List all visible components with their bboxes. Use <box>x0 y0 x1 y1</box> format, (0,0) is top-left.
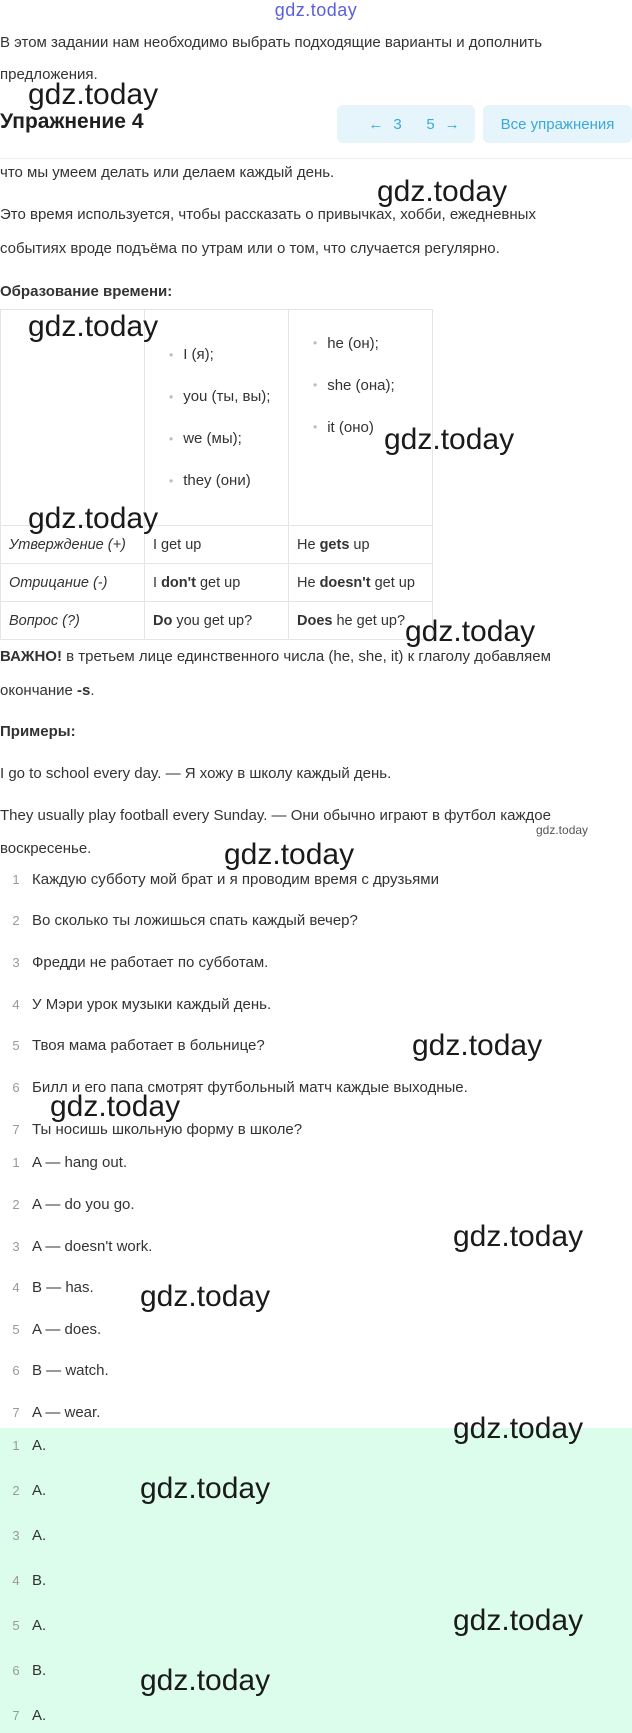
examples-heading: Примеры: <box>0 723 76 740</box>
watermark: gdz.today <box>28 78 159 111</box>
arrow-left-icon: ← <box>368 115 384 133</box>
answer-item: 5 A — does. <box>12 1320 102 1338</box>
table-row <box>1 602 433 640</box>
important-label: ВАЖНО! <box>0 648 62 665</box>
watermark: gdz.today <box>28 310 159 343</box>
final-answer-item: 3 A. <box>12 1526 47 1544</box>
formation-table <box>0 309 433 640</box>
prev-exercise-label: 3 <box>393 115 402 133</box>
sentence-item: 3 Фредди не работает по субботам. <box>12 953 269 971</box>
header-divider <box>0 158 632 159</box>
site-logo[interactable]: gdz.today <box>274 0 358 20</box>
important-note-line-1: ВАЖНО! в третьем лице единственного числа (he, she, it) к глаголу добавляем <box>0 648 551 665</box>
next-exercise-label: 5 <box>426 115 435 133</box>
answer-block <box>0 1428 632 1733</box>
pronoun-item: • I (я); <box>169 334 280 376</box>
sentence-item: 7 Ты носишь школьную форму в школе? <box>12 1120 303 1138</box>
watermark: gdz.today <box>140 1280 271 1313</box>
watermark: gdz.today <box>453 1412 584 1445</box>
watermark-small: gdz.today <box>536 823 589 837</box>
watermark: gdz.today <box>140 1472 271 1505</box>
answer-item: 6 B — watch. <box>12 1361 109 1379</box>
pronoun-item: • he (он); <box>313 322 424 364</box>
page-title: Упражнение 4 <box>0 110 144 133</box>
third-form-cell: He doesn't get up <box>289 564 433 602</box>
theory-line-3: событиях вроде подъёма по утрам или о том, что случается регулярно. <box>0 240 500 257</box>
answer-item: 4 B — has. <box>12 1278 94 1296</box>
watermark: gdz.today <box>140 1664 271 1697</box>
example-1: I go to school every day. — Я хожу в школу каждый день. <box>0 765 392 782</box>
sentence-item: 2 Во сколько ты ложишься спать каждый вечер? <box>12 911 358 929</box>
theory-line-2: Это время используется, чтобы рассказать о привычках, хобби, ежедневных <box>0 206 536 223</box>
arrow-right-icon: → <box>444 115 460 133</box>
table-row <box>1 564 433 602</box>
watermark: gdz.today <box>405 615 536 648</box>
pronoun-item: • they (они) <box>169 460 280 502</box>
third-form-cell: Does he get up? <box>289 602 433 640</box>
watermark: gdz.today <box>453 1220 584 1253</box>
example-2-line-1: They usually play football every Sunday. — Они обычно играют в футбол каждое <box>0 807 551 824</box>
final-answer-item: 5 A. <box>12 1616 47 1634</box>
answer-item: 1 A — hang out. <box>12 1153 128 1171</box>
final-answer-item: 2 A. <box>12 1481 47 1499</box>
intro-line-2: предложения. <box>0 66 98 83</box>
pronouns-plain-list <box>153 334 280 502</box>
final-answer-item: 1 A. <box>12 1436 47 1454</box>
sentence-item: 5 Твоя мама работает в больнице? <box>12 1036 265 1054</box>
watermark: gdz.today <box>412 1029 543 1062</box>
next-exercise-button[interactable] <box>411 105 475 143</box>
formation-heading: Образование времени: <box>0 283 173 300</box>
watermark: gdz.today <box>384 423 515 456</box>
sentence-item: 6 Билл и его папа смотрят футбольный матч каждые выходные. <box>12 1078 468 1096</box>
all-exercises-button[interactable]: Все упражнения <box>483 105 632 143</box>
example-2-line-2: воскресенье. <box>0 840 92 857</box>
final-answer-item: 4 B. <box>12 1571 47 1589</box>
important-note-line-2: окончание -s. <box>0 682 95 699</box>
plain-form-cell: I don't get up <box>145 564 289 602</box>
watermark: gdz.today <box>50 1090 181 1123</box>
intro-line-1: В этом задании нам необходимо выбрать подходящие варианты и дополнить <box>0 34 543 51</box>
watermark: gdz.today <box>453 1604 584 1637</box>
answer-item: 3 A — doesn't work. <box>12 1237 153 1255</box>
answer-item: 7 A — wear. <box>12 1403 101 1421</box>
watermark: gdz.today <box>224 838 355 871</box>
final-answer-item: 6 B. <box>12 1661 47 1679</box>
pronoun-item: • she (она); <box>313 364 424 406</box>
final-answer-item: 7 A. <box>12 1706 47 1724</box>
row-label: Утверждение (+) <box>1 526 145 564</box>
pronouns-plain-cell <box>145 310 289 526</box>
row-label: Вопрос (?) <box>1 602 145 640</box>
pronoun-item: • you (ты, вы); <box>169 376 280 418</box>
sentence-item: 1 Каждую субботу мой брат и я проводим время с друзьями <box>12 870 439 888</box>
watermark: gdz.today <box>28 502 159 535</box>
row-label: Отрицание (-) <box>1 564 145 602</box>
pronoun-item: • it (оно) <box>313 406 424 448</box>
sentence-item: 4 У Мэри урок музыки каждый день. <box>12 995 272 1013</box>
pronouns-third-cell <box>289 310 433 526</box>
pronoun-item: • we (мы); <box>169 418 280 460</box>
watermark: gdz.today <box>377 175 508 208</box>
third-form-cell: He gets up <box>289 526 433 564</box>
plain-form-cell: I get up <box>145 526 289 564</box>
plain-form-cell: Do you get up? <box>145 602 289 640</box>
answer-item: 2 A — do you go. <box>12 1195 135 1213</box>
theory-line-1: что мы умеем делать или делаем каждый день. <box>0 164 335 181</box>
